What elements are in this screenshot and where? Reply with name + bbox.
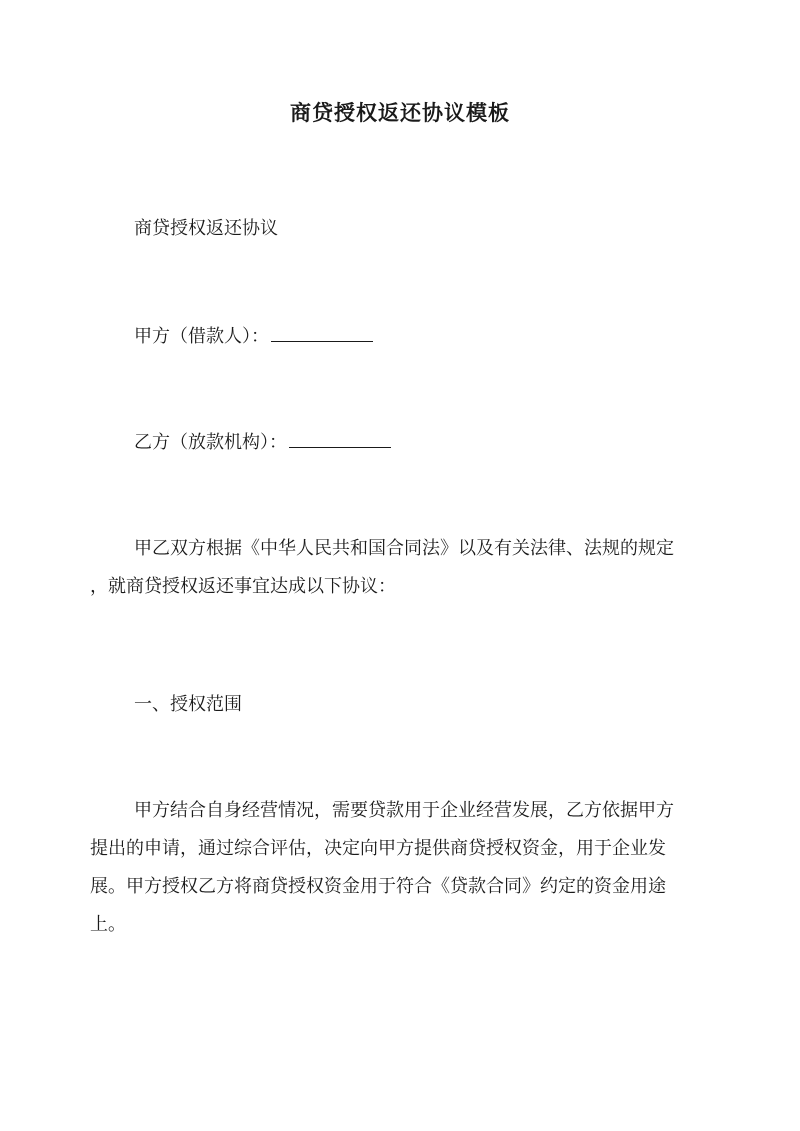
preamble-line-1: 甲乙双方根据《中华人民共和国合同法》以及有关法律、法规的规定: [134, 538, 674, 559]
party-a-blank: [271, 323, 373, 342]
agreement-subtitle: 商贷授权返还协议: [134, 218, 278, 239]
party-b-blank: [289, 429, 391, 448]
section-1-body-line-1: 甲方结合自身经营情况，需要贷款用于企业经营发展，乙方依据甲方: [134, 800, 674, 821]
preamble-paragraph: [90, 530, 715, 606]
party-a-line: [90, 318, 759, 356]
party-a-label: 甲方（借款人）：: [134, 326, 269, 347]
section-1-body-line-4: 上。: [90, 914, 126, 935]
party-b-line: [90, 424, 759, 462]
section-1-body: [90, 792, 715, 944]
document-title: 商贷授权返还协议模板: [290, 100, 510, 125]
party-b-label: 乙方（放款机构）：: [134, 432, 287, 453]
section-1-body-line-2: 提出的申请，通过综合评估，决定向甲方提供商贷授权资金，用于企业发: [90, 838, 666, 859]
preamble-line-2: ，就商贷授权返还事宜达成以下协议：: [90, 576, 396, 597]
section-1-body-line-3: 展。甲方授权乙方将商贷授权资金用于符合《贷款合同》约定的资金用途: [90, 876, 666, 897]
section-1-heading: 一、授权范围: [134, 694, 242, 715]
